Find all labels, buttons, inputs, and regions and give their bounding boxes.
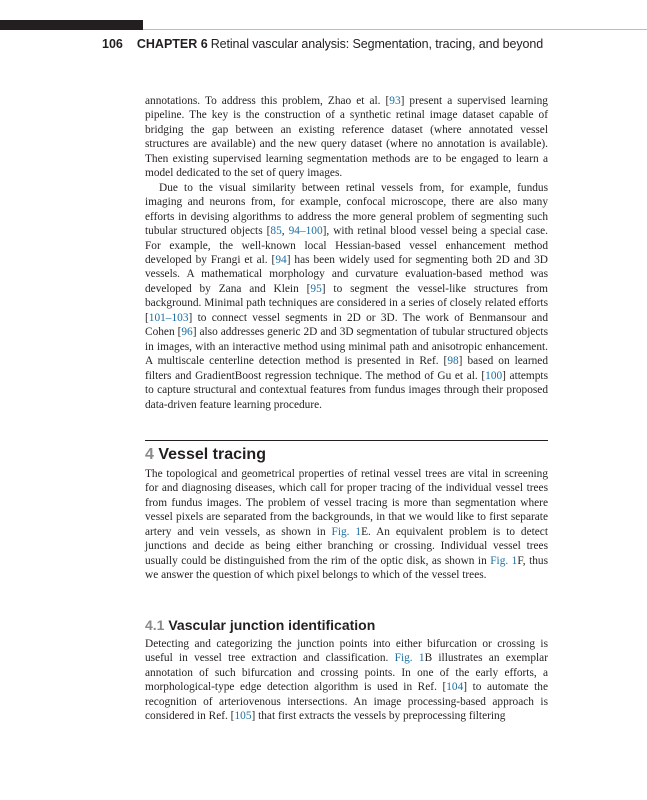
header-rule bbox=[143, 29, 647, 30]
chapter-title: Retinal vascular analysis: Segmentation, tracing, and beyond bbox=[210, 37, 544, 51]
section-title: Vascular junction identification bbox=[168, 617, 376, 633]
text-run: ] present a supervised learning pipeline. The key is the construction of a synthetic retinal image dataset capable of bridging the gap between an existing reference dataset (where annotated vessel structures are available) and the new query dataset (where no annotation is available). Then existing supervised learning segmentation methods are to be engaged to learn a model dedicated to the set of query images. bbox=[145, 95, 548, 180]
citation-link[interactable]: 93 bbox=[389, 95, 401, 107]
text-run: ] to connect vessel segments in 2D or 3D. The work of Benmansour and Cohen [ bbox=[145, 311, 548, 339]
text-run: ] to automate the recognition of arteriovenous intersections. An image processing-based approach is considered in Ref. [ bbox=[145, 681, 548, 723]
section-heading-4 bbox=[145, 446, 266, 464]
paragraph-4 bbox=[145, 637, 548, 724]
section-rule bbox=[145, 440, 548, 441]
citation-link[interactable]: 94 bbox=[275, 253, 287, 266]
running-head bbox=[102, 36, 543, 52]
citation-link[interactable]: 101–103 bbox=[148, 311, 189, 324]
section-title: Vessel tracing bbox=[158, 446, 266, 463]
citation-link[interactable]: 94–100 bbox=[288, 225, 323, 238]
chapter-label: CHAPTER 6 bbox=[136, 37, 208, 51]
citation-link[interactable]: 105 bbox=[234, 710, 252, 723]
text-run: ] attempts to capture structural and contextual features from fundus images through their proposed data-driven feature learning procedure. bbox=[145, 369, 548, 411]
text-run: B illustrates an exemplar annotation of such bifurcation and crossing points. In one of the early efforts, a morphological-type edge detection algorithm is used in Ref. [ bbox=[145, 652, 548, 694]
text-run: Detecting and categorizing the junction points into either bifurcation or crossing is useful in vessel tree extraction and classification. bbox=[145, 638, 548, 665]
body-text-top bbox=[145, 94, 548, 412]
text-run: E. An equivalent problem is to detect junctions and decide as being either branching or crossing. Individual vessel trees usually could be distinguished from the rim of the optic disk, as shown in bbox=[145, 525, 548, 567]
citation-link[interactable]: 96 bbox=[181, 326, 193, 339]
page-number: 106 bbox=[102, 37, 123, 51]
text-run: F, thus we answer the question of which pixel belongs to which of the vessel trees. bbox=[145, 554, 548, 582]
text-run: ] based on learned filters and GradientBoost regression technique. The method of Gu et al. [ bbox=[145, 355, 548, 382]
text-run: ], with retinal blood vessel being a special case. For example, the well-known local Hessian-based vessel enhancement method developed by Frangi et al. [ bbox=[145, 225, 549, 266]
section-heading-4-1 bbox=[145, 616, 375, 634]
paragraph-1 bbox=[145, 94, 548, 181]
header-bar bbox=[0, 20, 143, 30]
citation-link[interactable]: 104 bbox=[446, 681, 464, 694]
text-run: ] to segment the vessel-like structures from background. Minimal path techniques are considered in a series of closely related efforts [ bbox=[145, 282, 548, 324]
section-number: 4 bbox=[145, 446, 154, 463]
section-number: 4.1 bbox=[145, 617, 165, 633]
text-run: Due to the visual similarity between retinal vessels from, for example, fundus imaging and neurons from, for example, confocal microscope, there are also many efforts in devising algorithms to address the more general problem of segmenting such tubular structured objects [ bbox=[145, 181, 548, 238]
citation-link[interactable]: 100 bbox=[485, 369, 503, 382]
figure-link[interactable]: Fig. 1 bbox=[331, 525, 362, 538]
figure-link[interactable]: Fig. 1 bbox=[490, 554, 518, 567]
text-run: annotations. To address this problem, Zhao et al. [ bbox=[145, 95, 390, 107]
citation-link[interactable]: 95 bbox=[310, 282, 322, 295]
text-run: The topological and geometrical properties of retinal vessel trees are vital in screening for and diagnosing diseases, which call for proper tracing of the individual vessel trees from fundus images. The problem of vessel tracing is more than segmentation where vessel pixels are separated from the backgrounds, in that we would like to first separate artery and vein vessels, as shown in bbox=[145, 468, 548, 538]
body-text-section-4-1 bbox=[145, 637, 548, 724]
figure-link[interactable]: Fig. 1 bbox=[394, 652, 425, 665]
citation-link[interactable]: 85 bbox=[270, 225, 282, 238]
text-run: ] also addresses generic 2D and 3D segmentation of tubular structured objects in images, with an interactive method using minimal path and anisotropic enhancement. A multiscale centerline detection method is presented in Ref. [ bbox=[145, 326, 548, 368]
text-run: ] that first extracts the vessels by preprocessing filtering bbox=[251, 710, 506, 723]
text-run: , bbox=[281, 225, 289, 238]
paragraph-3 bbox=[145, 467, 548, 583]
paragraph-2 bbox=[145, 181, 548, 412]
text-run: ] has been widely used for segmenting both 2D and 3D vessels. A mathematical morphology and curvature evaluation-based method was developed by Zana and Klein [ bbox=[145, 253, 549, 295]
citation-link[interactable]: 98 bbox=[447, 355, 459, 368]
body-text-section-4 bbox=[145, 467, 548, 583]
